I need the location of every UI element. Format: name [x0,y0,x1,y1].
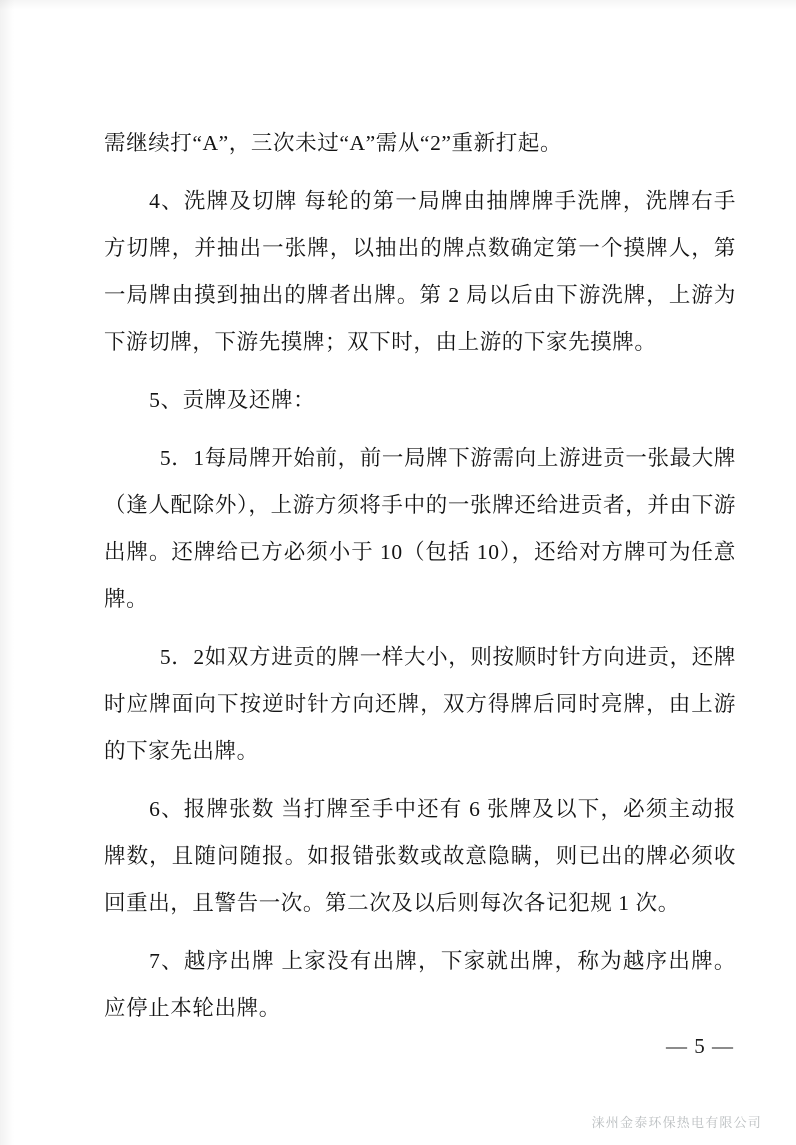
paragraph-item-5-1: 5．1每局牌开始前，前一局牌下游需向上游进贡一张最大牌（逢人配除外），上游方须将手中的一张牌还给进贡者，并由下游出牌。还牌给已方必须小于 10（包括 10），还给对方牌可为任意牌。 [104,446,736,611]
paragraph-item-6-count: 6、报牌张数 当打牌至手中还有 6 张牌及以下，必须主动报牌数，且随问随报。如报错张数或故意隐瞒，则已出的牌必须收回重出，且警告一次。第二次及以后则每次各记犯规 1 次。 [104,797,736,915]
document-text-body [104,120,736,1032]
paragraph-item-5-tribute: 5、贡牌及还牌： [149,388,316,412]
page-number: — 5 — [666,1034,734,1058]
paragraph-continue-a: 需继续打“A”，三次未过“A”需从“2”重新打起。 [104,131,563,155]
paragraph-item-4-shuffle: 4、洗牌及切牌 每轮的第一局牌由抽牌牌手洗牌，洗牌右手方切牌，并抽出一张牌，以抽出的牌点数确定第一个摸牌人，第一局牌由摸到抽出的牌者出牌。第 2 局以后由下游洗牌，上游为下游切牌，下游先摸牌；双下时，由上游的下家先摸牌。 [104,189,736,354]
page-edge-shadow-top [0,0,796,10]
page-edge-shadow-left [0,0,14,1145]
paragraph-item-5-2: 5．2如双方进贡的牌一样大小，则按顺时针方向进贡，还牌时应牌面向下按逆时针方向还牌，双方得牌后同时亮牌，由上游的下家先出牌。 [104,645,736,763]
footer-watermark: 涞州金泰环保热电有限公司 [591,1115,762,1130]
paragraph-item-7-order: 7、越序出牌 上家没有出牌，下家就出牌，称为越序出牌。应停止本轮出牌。 [104,949,736,1020]
